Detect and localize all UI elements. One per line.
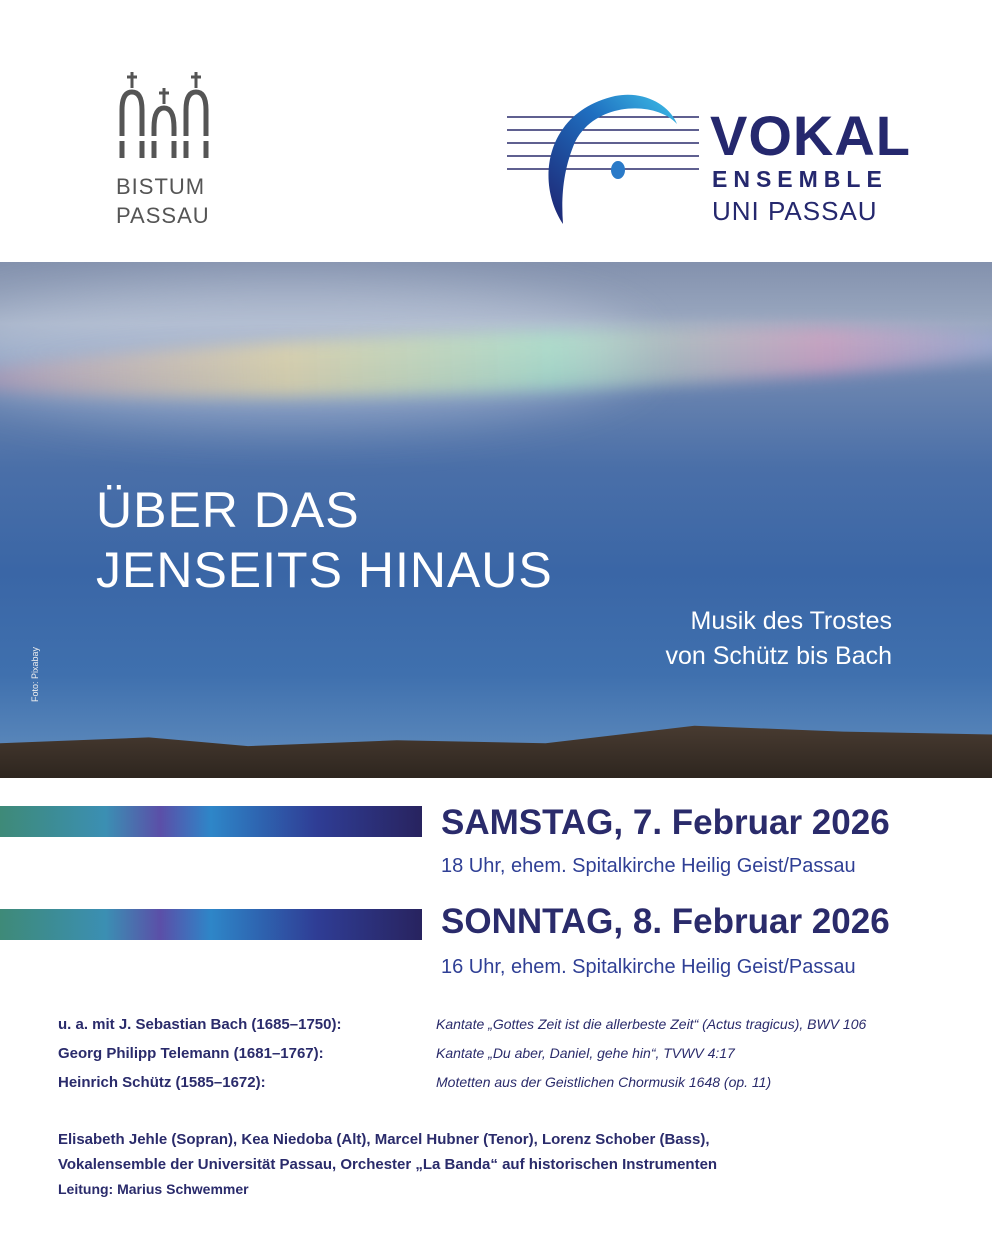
subtitle-line: Musik des Trostes [690,607,892,635]
title-line: JENSEITS HINAUS [96,542,553,598]
photo-credit: Foto: Pixabay [30,646,40,702]
ensemble-wordmark: ENSEMBLE [712,166,888,192]
composer: u. a. mit J. Sebastian Bach (1685–1750): [58,1016,342,1033]
date-saturday: SAMSTAG, 7. Februar 2026 [441,803,890,842]
landscape-horizon [0,720,992,778]
concert-title [96,480,553,600]
work: Kantate „Gottes Zeit ist die allerbeste Zeit“ (Actus tragicus), BWV 106 [436,1016,867,1032]
bistum-line: BISTUM [116,174,206,199]
program-row [58,1039,866,1068]
passau-line: PASSAU [116,203,210,228]
program-row [58,1068,866,1097]
composer: Heinrich Schütz (1585–1672): [58,1074,266,1091]
title-line: ÜBER DAS [96,482,360,538]
date-sunday: SONNTAG, 8. Februar 2026 [441,902,890,941]
venue-saturday: 18 Uhr, ehem. Spitalkirche Heilig Geist/Passau [441,855,856,877]
gradient-bar [0,806,422,837]
bistum-passau-label [116,172,210,230]
uni-passau-wordmark: UNI PASSAU [712,196,878,226]
program-list [58,1010,866,1097]
vokal-ensemble-logo-icon [505,92,705,227]
performers [58,1127,717,1177]
subtitle-line: von Schütz bis Bach [665,642,892,670]
conductor: Leitung: Marius Schwemmer [58,1181,249,1197]
performers-line: Elisabeth Jehle (Sopran), Kea Niedoba (Alt), Marcel Hubner (Tenor), Lorenz Schober (Bass), [58,1131,710,1148]
venue-sunday: 16 Uhr, ehem. Spitalkirche Heilig Geist/Passau [441,956,856,978]
performers-line: Vokalensemble der Universität Passau, Orchester „La Banda“ auf historischen Instrumenten [58,1156,718,1173]
concert-subtitle [665,604,892,674]
gradient-bar [0,909,422,940]
vokal-wordmark: VOKAL [710,104,911,167]
program-row [58,1010,866,1039]
sky-photo [0,262,992,778]
composer: Georg Philipp Telemann (1681–1767): [58,1045,324,1062]
work: Kantate „Du aber, Daniel, gehe hin“, TVWV 4:17 [436,1045,735,1061]
work: Motetten aus der Geistlichen Chormusik 1648 (op. 11) [436,1074,772,1090]
bistum-logo-icon [116,70,212,160]
